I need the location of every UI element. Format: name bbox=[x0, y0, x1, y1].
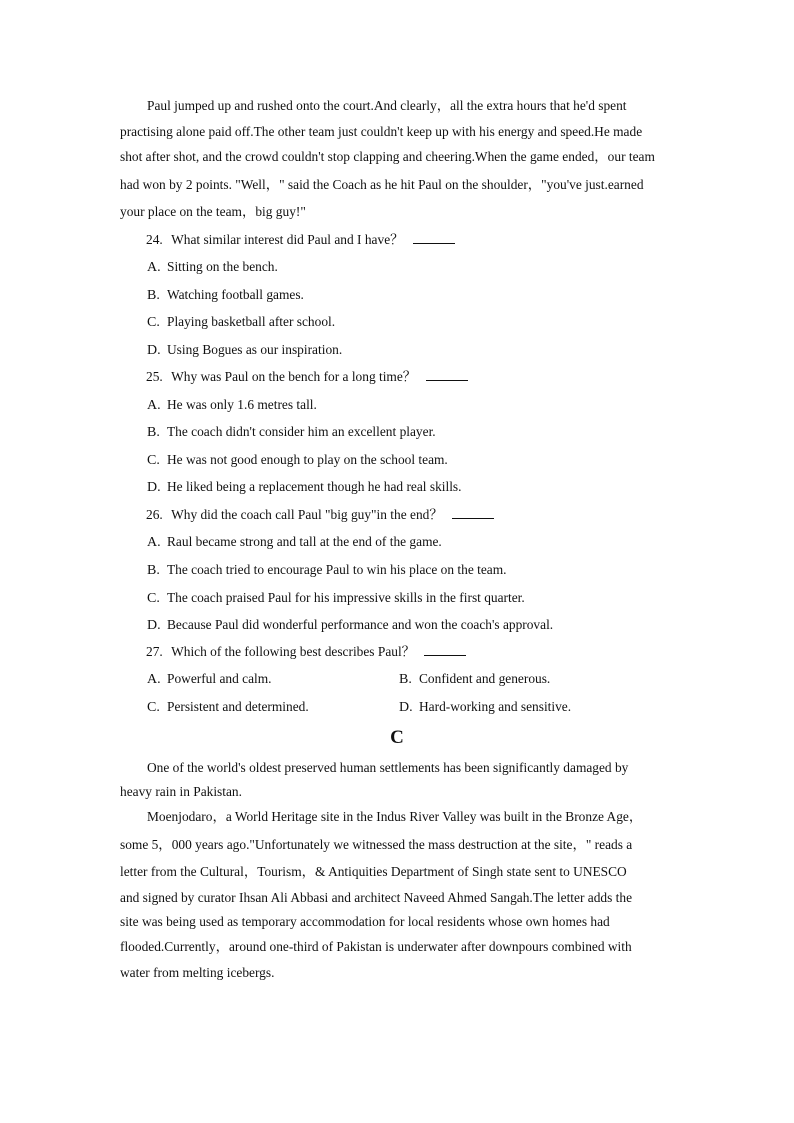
option-c[interactable] bbox=[147, 698, 309, 717]
option-letter: C. bbox=[147, 700, 160, 715]
option-letter: B. bbox=[147, 563, 160, 578]
option-text: Sitting on the bench. bbox=[167, 259, 278, 274]
option-d[interactable] bbox=[147, 341, 342, 360]
passage-line: site was being used as temporary accommodation for local residents whose own homes had bbox=[120, 914, 610, 929]
option-letter: A. bbox=[147, 398, 161, 413]
passage-line: Moenjodaro，a World Heritage site in the Indus River Valley was built in the Bronze Age， bbox=[147, 809, 643, 824]
question-number: 25. bbox=[146, 369, 163, 384]
passage-line: and signed by curator Ihsan Ali Abbasi and architect Naveed Ahmed Sangah.The letter adds the bbox=[120, 890, 633, 905]
option-letter: A. bbox=[147, 672, 161, 687]
option-text: The coach didn't consider him an excellent player. bbox=[167, 424, 436, 439]
section-c-title: C bbox=[390, 727, 404, 748]
option-text: Confident and generous. bbox=[419, 671, 551, 686]
passage-line: shot after shot, and the crowd couldn't stop clapping and cheering.When the game ended，our team bbox=[120, 149, 655, 164]
passage-line: Paul jumped up and rushed onto the court.And clearly，all the extra hours that he'd spent bbox=[147, 98, 627, 113]
question-text: Why did the coach call Paul "big guy"in the end？ bbox=[171, 507, 443, 522]
option-letter: A. bbox=[147, 260, 161, 275]
option-d[interactable] bbox=[147, 478, 462, 497]
passage-line: One of the world's oldest preserved human settlements has been significantly damaged by bbox=[147, 760, 629, 775]
option-letter: D. bbox=[147, 343, 161, 358]
option-text: Playing basketball after school. bbox=[167, 314, 336, 329]
question-stem bbox=[146, 506, 494, 524]
option-a[interactable] bbox=[147, 258, 278, 277]
question-number: 27. bbox=[146, 644, 163, 659]
passage-line: heavy rain in Pakistan. bbox=[120, 784, 242, 799]
option-letter: B. bbox=[399, 672, 412, 687]
option-letter: B. bbox=[147, 425, 160, 440]
option-text: He was not good enough to play on the school team. bbox=[167, 452, 448, 467]
option-text: Raul became strong and tall at the end of the game. bbox=[167, 534, 442, 549]
option-text: Powerful and calm. bbox=[167, 671, 272, 686]
option-letter: B. bbox=[147, 288, 160, 303]
option-b[interactable] bbox=[147, 423, 436, 442]
passage-line: some 5，000 years ago."Unfortunately we witnessed the mass destruction at the site，" reads a bbox=[120, 837, 633, 852]
option-letter: D. bbox=[399, 700, 413, 715]
option-b[interactable] bbox=[399, 670, 550, 689]
option-c[interactable] bbox=[147, 451, 448, 470]
option-text: Persistent and determined. bbox=[167, 699, 309, 714]
option-text: Because Paul did wonderful performance and won the coach's approval. bbox=[167, 617, 554, 632]
option-d[interactable] bbox=[147, 616, 553, 635]
question-stem bbox=[146, 643, 466, 661]
option-text: The coach tried to encourage Paul to win his place on the team. bbox=[167, 562, 507, 577]
option-a[interactable] bbox=[147, 533, 442, 552]
question-number: 24. bbox=[146, 232, 163, 247]
option-letter: C. bbox=[147, 591, 160, 606]
question-text: Which of the following best describes Paul？ bbox=[171, 644, 416, 659]
option-a[interactable] bbox=[147, 670, 272, 689]
question-stem bbox=[146, 368, 468, 386]
option-text: The coach praised Paul for his impressive skills in the first quarter. bbox=[167, 590, 525, 605]
option-b[interactable] bbox=[147, 286, 304, 305]
option-c[interactable] bbox=[147, 313, 335, 332]
option-a[interactable] bbox=[147, 396, 317, 415]
option-letter: C. bbox=[147, 453, 160, 468]
question-text: What similar interest did Paul and I have？ bbox=[171, 232, 404, 247]
option-b[interactable] bbox=[147, 561, 506, 580]
option-letter: C. bbox=[147, 315, 160, 330]
option-text: He liked being a replacement though he had real skills. bbox=[167, 479, 462, 494]
option-text: Using Bogues as our inspiration. bbox=[167, 342, 343, 357]
option-letter: A. bbox=[147, 535, 161, 550]
option-text: He was only 1.6 metres tall. bbox=[167, 397, 317, 412]
answer-blank[interactable] bbox=[452, 506, 494, 519]
question-stem bbox=[146, 231, 455, 249]
option-d[interactable] bbox=[399, 698, 571, 717]
option-c[interactable] bbox=[147, 589, 525, 608]
answer-blank[interactable] bbox=[424, 643, 466, 656]
passage-line: water from melting icebergs. bbox=[120, 965, 275, 980]
passage-line: flooded.Currently，around one-third of Pakistan is underwater after downpours combined with bbox=[120, 939, 632, 954]
option-text: Hard-working and sensitive. bbox=[419, 699, 572, 714]
option-text: Watching football games. bbox=[167, 287, 304, 302]
option-letter: D. bbox=[147, 480, 161, 495]
passage-line: your place on the team，big guy!" bbox=[120, 204, 306, 219]
option-letter: D. bbox=[147, 618, 161, 633]
passage-line: had won by 2 points. "Well，" said the Coach as he hit Paul on the shoulder，"you've just.earned bbox=[120, 177, 644, 192]
question-text: Why was Paul on the bench for a long time？ bbox=[171, 369, 417, 384]
answer-blank[interactable] bbox=[426, 368, 468, 381]
answer-blank[interactable] bbox=[413, 231, 455, 244]
passage-line: practising alone paid off.The other team just couldn't keep up with his energy and speed.He made bbox=[120, 124, 643, 139]
question-number: 26. bbox=[146, 507, 163, 522]
passage-line: letter from the Cultural，Tourism，& Antiquities Department of Singh state sent to UNESCO bbox=[120, 864, 627, 879]
